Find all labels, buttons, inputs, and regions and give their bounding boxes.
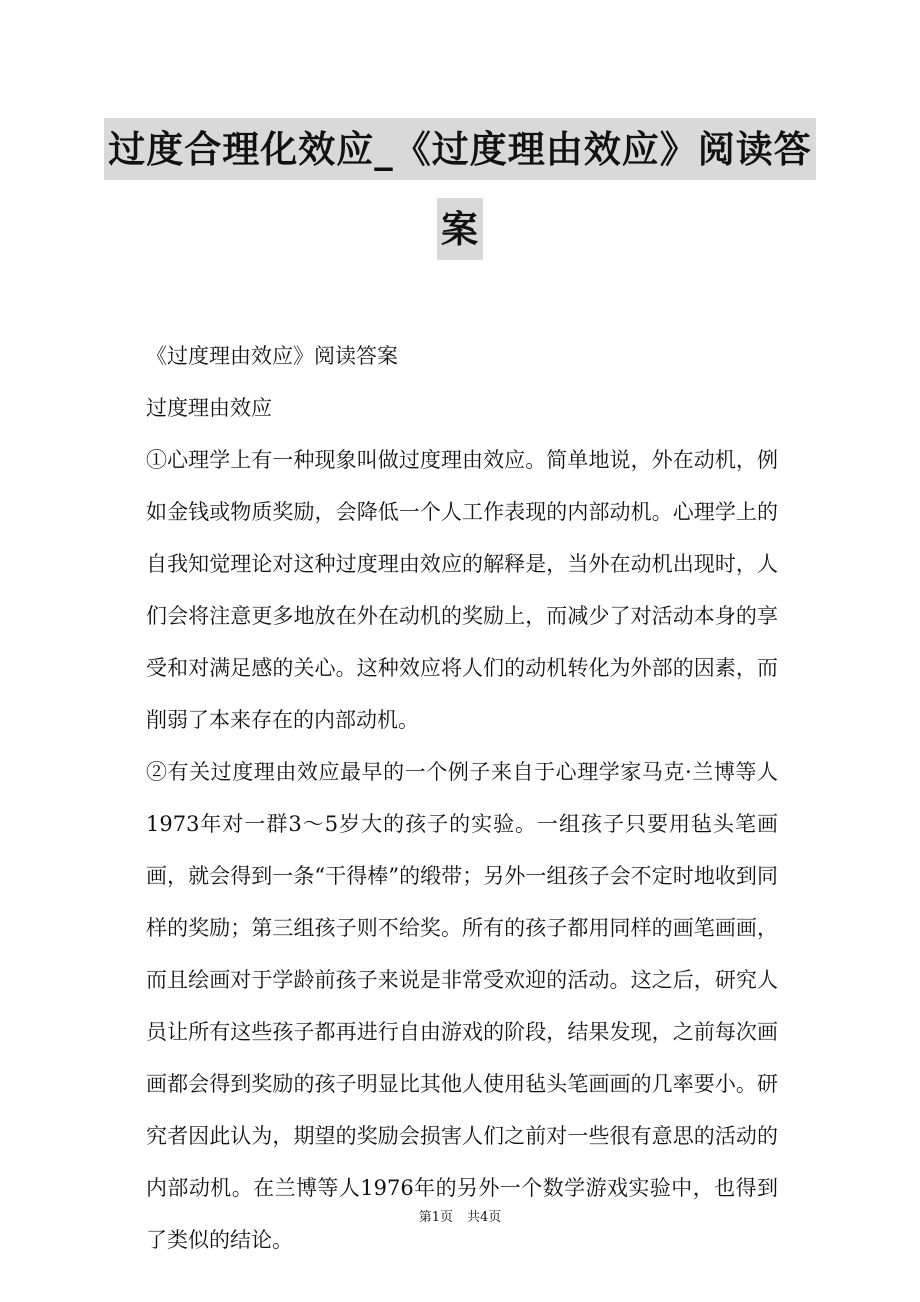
title-line-1: 过度合理化效应_《过度理由效应》阅读答 <box>104 118 816 180</box>
paragraph-1: ①心理学上有一种现象叫做过度理由效应。简单地说，外在动机，例如金钱或物质奖励，会降低一个人工作表现的内部动机。心理学上的自我知觉理论对这种过度理由效应的解释是，当外在动机出现时，人们会将注意更多地放在外在动机的奖励上，而减少了对活动本身的享受和对满足感的关心。这种效应将人们的动机转化为外部的因素，而削弱了本来存在的内部动机。 <box>146 448 778 732</box>
subheading-article-title: 《过度理由效应》阅读答案 <box>146 344 398 368</box>
page-footer <box>0 1206 920 1225</box>
document-body <box>146 330 778 1266</box>
paragraph-2: ②有关过度理由效应最早的一个例子来自于心理学家马克·兰博等人1973年对一群3～5岁大的孩子的实验。一组孩子只要用毡头笔画画，就会得到一条“干得棒”的缎带；另外一组孩子会不定时地收到同样的奖励；第三组孩子则不给奖。所有的孩子都用同样的画笔画画，而且绘画对于学龄前孩子来说是非常受欢迎的活动。这之后，研究人员让所有这些孩子都再进行自由游戏的阶段，结果发现，之前每次画画都会得到奖励的孩子明显比其他人使用毡头笔画画的几率要小。研究者因此认为，期望的奖励会损害人们之前对一些很有意思的活动的内部动机。在兰博等人1976年的另外一个数学游戏实验中，也得到了类似的结论。 <box>146 760 778 1252</box>
document-title <box>0 118 920 260</box>
title-line-2: 案 <box>437 198 483 260</box>
page-total: 共4页 <box>467 1210 502 1225</box>
subheading-topic: 过度理由效应 <box>146 396 272 420</box>
page-number: 第1页 <box>418 1210 453 1225</box>
